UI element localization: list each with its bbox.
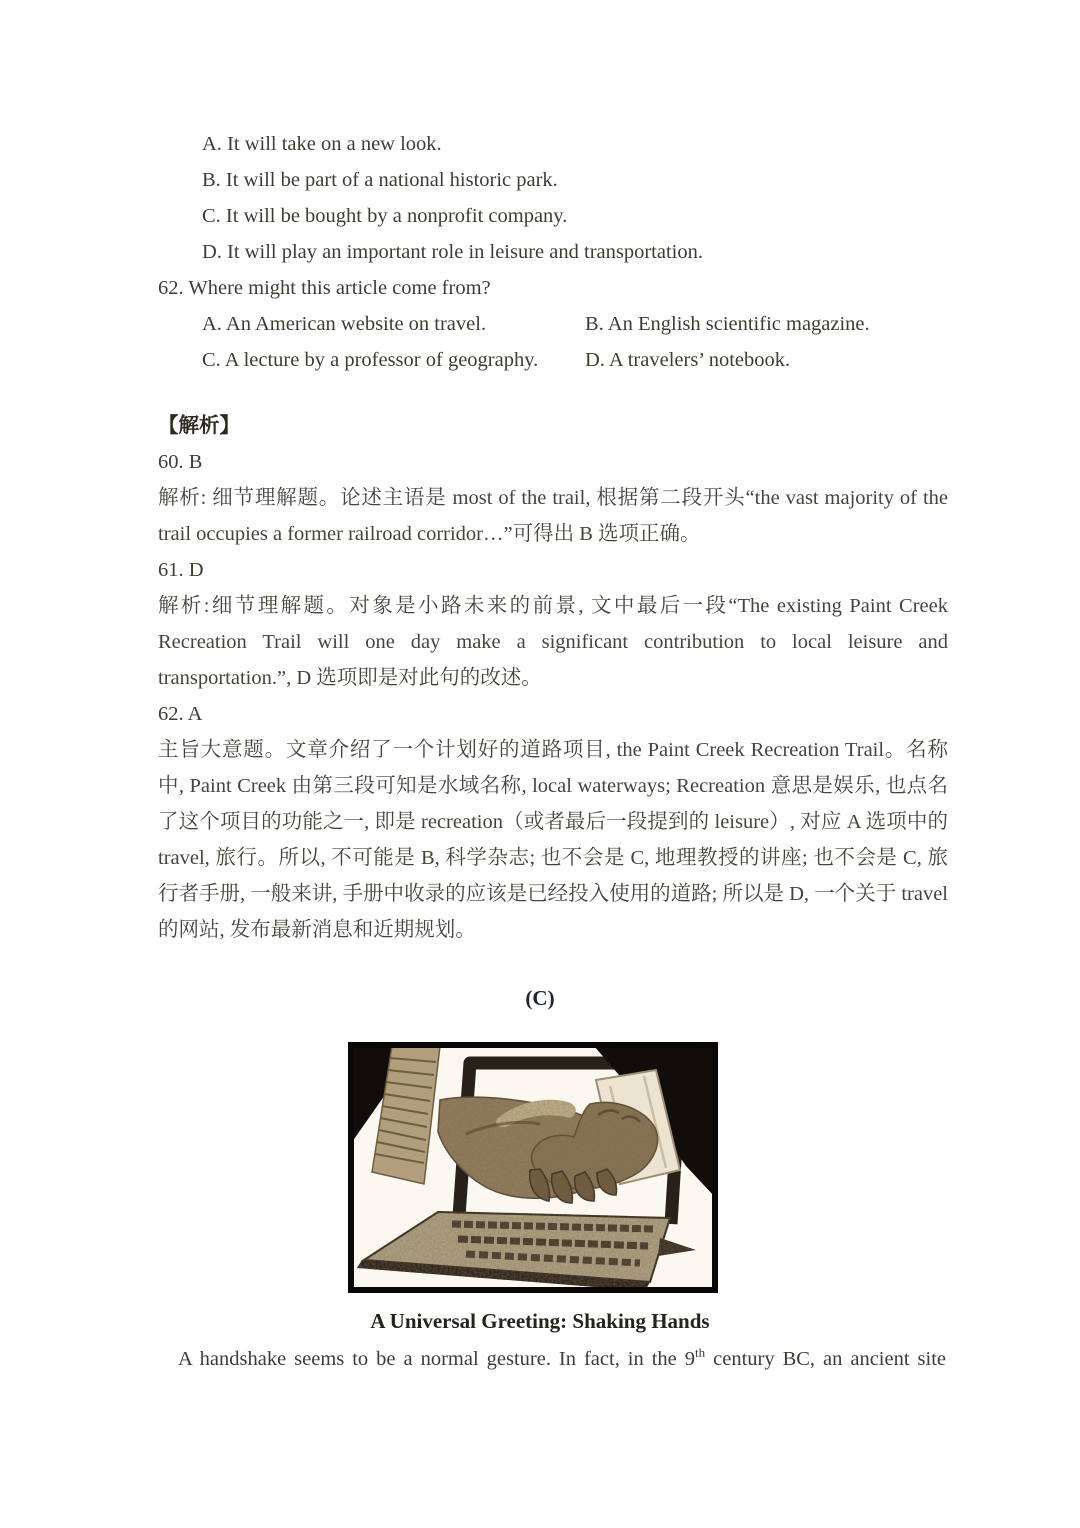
analysis-header: 【解析】 [158, 415, 240, 437]
option-d: D. A travelers’ notebook. [585, 349, 791, 371]
option-c: C. It will be bought by a nonprofit company. [202, 205, 568, 227]
answer-61: 61. D [158, 559, 204, 581]
option-d: D. It will play an important role in leisure and transportation. [202, 241, 703, 263]
question-62-stem: 62. Where might this article come from? [158, 277, 491, 299]
handshake-illustration [348, 1042, 718, 1293]
explanation-61: 解析:细节理解题。对象是小路未来的前景, 文中最后一段“The existing Paint Creek Recreation Trail will one day make a significant contribution to local leisure and transportation.”, D 选项即是对此句的改述。 [158, 595, 948, 689]
ordinal-superscript: th [695, 1345, 706, 1361]
option-a: A. An American website on travel. [202, 313, 487, 335]
option-a: A. It will take on a new look. [202, 133, 442, 155]
passage-first-line [158, 1341, 946, 1377]
option-b: B. An English scientific magazine. [585, 313, 870, 335]
question-61-options [158, 126, 948, 270]
passage-title: A Universal Greeting: Shaking Hands [370, 1309, 710, 1333]
section-label-c: (C) [525, 986, 555, 1010]
analysis-section [158, 408, 948, 948]
passage-text-start: A handshake seems to be a normal gesture. In fact, in the 9 [178, 1348, 696, 1370]
page-content [158, 126, 948, 1377]
passage-text-end: century BC, an ancient site [705, 1348, 946, 1370]
answer-60: 60. B [158, 451, 203, 473]
explanation-60: 解析: 细节理解题。论述主语是 most of the trail, 根据第二段开头“the vast majority of the trail occupies a former railroad corridor…”可得出 B 选项正确。 [158, 487, 948, 545]
explanation-62: 主旨大意题。文章介绍了一个计划好的道路项目, the Paint Creek Recreation Trail。名称中, Paint Creek 由第三段可知是水域名称, local waterways; Recreation 意思是娱乐, 也点名了这个项目的功能之一, 即是 recreation（或者最后一段提到的 leisure）, 对应 A 选项中的 travel, 旅行。所以, 不可能是 B, 科学杂志; 也不会是 C, 地理教授的讲座; 也不会是 C, 旅行者手册, 一般来讲, 手册中收录的应该是已经投入使用的道路; 所以是 D, 一个关于 travel 的网站, 发布最新消息和近期规划。 [158, 739, 948, 941]
question-62-options [158, 306, 948, 378]
handshake-through-laptop-image [348, 1042, 718, 1293]
answer-62: 62. A [158, 703, 203, 725]
option-b: B. It will be part of a national historic park. [202, 169, 558, 191]
option-c: C. A lecture by a professor of geography. [202, 349, 539, 371]
